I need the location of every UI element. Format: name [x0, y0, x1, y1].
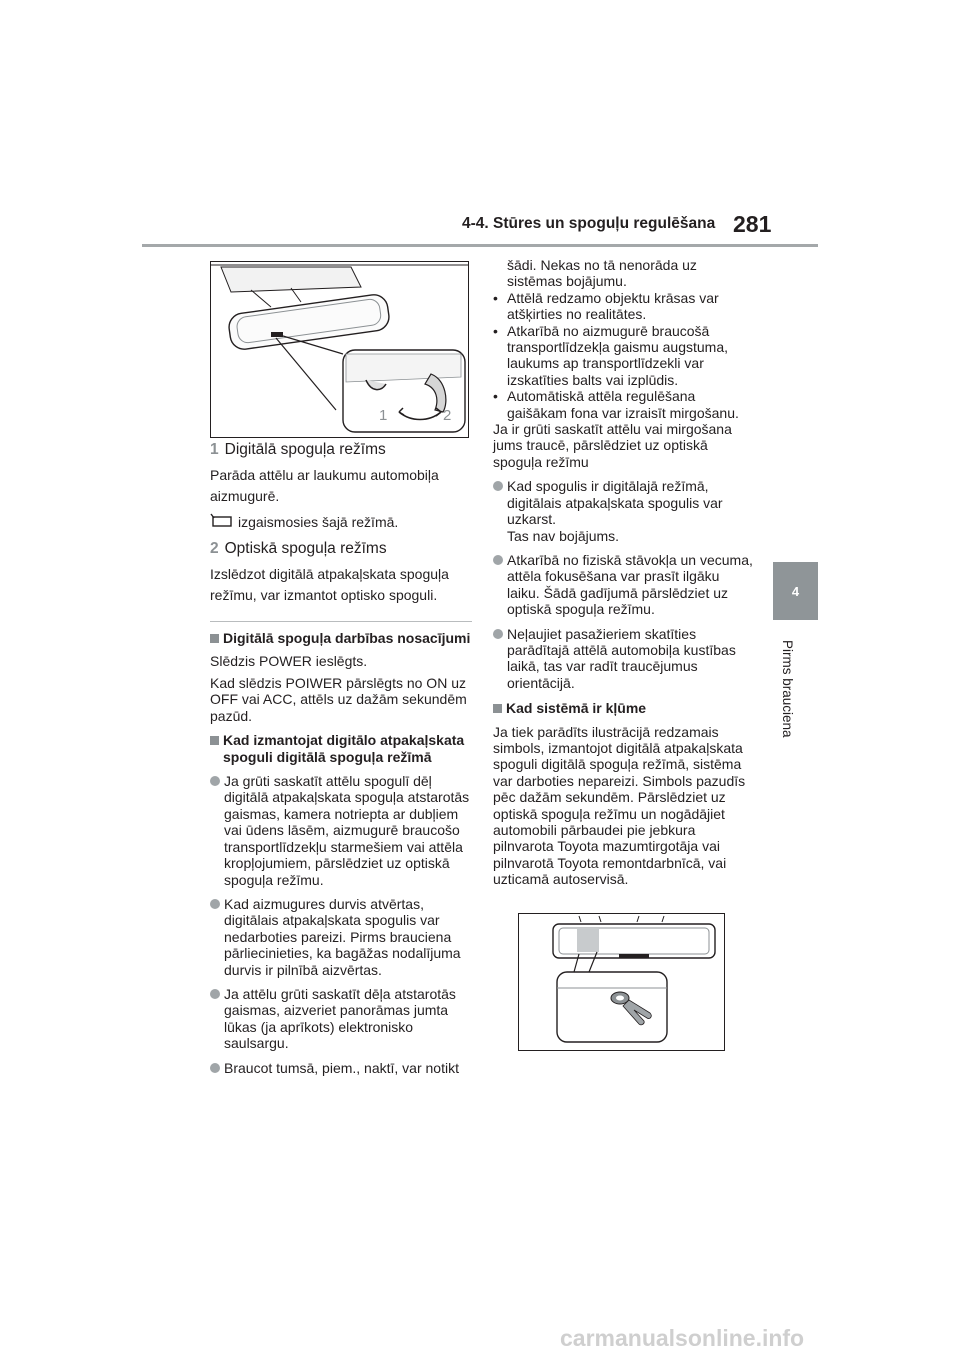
round-bullet-icon [210, 989, 220, 999]
digital-mirror-indicator-icon [210, 513, 232, 530]
dash-item-3: Automātiskā attēla regulēšana gaišākam fona var izraisīt mirgošanu. [507, 388, 739, 421]
section-3-title: Kad sistēmā ir kļūme [506, 700, 647, 717]
dash-item-1: Attēlā redzamo objektu krāsas var atšķirties no realitātes. [507, 289, 719, 323]
round-bullet-icon [210, 1063, 220, 1073]
chapter-title: Pirms brauciena [780, 640, 795, 738]
item-2-title: Optiskā spoguļa režīms [224, 539, 387, 557]
malfunction-symbol-figure [518, 913, 725, 1051]
chapter-number: 4 [791, 583, 800, 599]
separator [210, 621, 472, 622]
item-1-number: 1 [210, 441, 219, 458]
section-1-p1: Slēdzis POWER ieslēgts. [210, 652, 368, 669]
left-column [210, 442, 472, 1076]
bullet-item [210, 896, 472, 978]
header-rule [142, 244, 818, 247]
section-2-bullet-3: Ja attēlu grūti saskatīt dēļa atstarotās gaismas, aizveriet panorāmas jumta lūkas (ja aprīkots) elektronisko saulsargu. [224, 985, 456, 1052]
after-dash-text: Ja ir grūti saskatīt attēlu vai mirgošana jums traucē, pārslēdziet uz optiskā spoguļa režīmu [493, 421, 732, 470]
mirror-mode-switch-figure [210, 261, 469, 438]
label-2: 2 [443, 407, 452, 424]
right-column [493, 257, 753, 888]
right-bullet-3: Neļaujiet pasažieriem skatīties parādītajā attēlā automobiļa kustības laikā, tas var radīt traucējumus orientācijā. [507, 625, 736, 691]
item-1-icon-line [210, 513, 472, 530]
item-1-heading [210, 442, 472, 458]
dash-item [493, 388, 753, 421]
section-2-bullet-2: Kad aizmugures durvis atvērtas, digitālais atpakaļskata spogulis var nedarboties pareizi. Pirms brauciena pārliecinieties, ka bagāžas nodalījuma durvis ir pilnībā aizvērtas. [224, 895, 461, 978]
section-1-p2: Kad slēdzis POIWER pārslēgts no ON uz OFF vai ACC, attēls uz dažām sekundēm pazūd. [210, 675, 467, 724]
section-digital-mode-use [210, 732, 472, 765]
section-2-bullet-1: Ja grūti saskatīt attēlu spogulī dēļ digitālā atpakaļskata spoguļa atstarotās gaismas, kamera notriepta ar dubļiem vai ūdens lāsēm, aizmugurē braucošo transportlīdzekļu starmešiem vai attēla kropļojumiem, pārslēdziet uz optiskā spoguļa režīmu. [224, 773, 470, 888]
bullet-item [493, 478, 753, 544]
section-2-title: Kad izmantojat digitālo atpakaļskata spoguli digitālā spoguļa režīmā [223, 732, 465, 765]
item-2-text: Izslēdzot digitālā atpakaļskata spoguļa režīmu, var izmantot optisko spoguli. [210, 566, 449, 604]
section-2-bullet-4: Braucot tumsā, piem., naktī, var notikt [224, 1059, 459, 1076]
round-bullet-icon [210, 899, 220, 909]
round-bullet-icon [493, 481, 503, 491]
item-1-icon-text: izgaismosies šajā režīmā. [238, 513, 399, 530]
dash-item [493, 323, 753, 389]
bullet-item [493, 626, 753, 692]
chapter-side-label [781, 640, 809, 760]
round-bullet-icon [493, 629, 503, 639]
section-1-title: Digitālā spoguļa darbības nosacījumi [223, 630, 471, 647]
square-bullet-icon [210, 634, 219, 643]
right-bullet-1: Kad spogulis ir digitālajā režīmā, digitālais atpakaļskata spogulis var uzkarst. [507, 478, 723, 528]
section-title: 4-4. Stūres un spoguļu regulēšana [462, 215, 716, 232]
dash-item-2: Atkarībā no aizmugurē braucošā transportlīdzekļa gaismu augstuma, laukums ap transportlīdzekli var izskatīties balts vai izplūdis. [507, 322, 728, 388]
bullet-item [493, 552, 753, 618]
page-number: 281 [733, 211, 772, 237]
section-malfunction [493, 700, 753, 716]
bullet-item [210, 773, 472, 888]
watermark: carmanualsonline.info [560, 1325, 805, 1351]
section-3-text: Ja tiek parādīts ilustrācijā redzamais simbols, izmantojot digitālā atpakaļskata spoguli digitālā spoguļa režīmā, sistēma var darboties nepareizi. Simbols pazudīs pēc dažām sekundēm. Pārslēdziet uz optiskā spoguļa režīmu un nogādājiet automobili pārbaudei pie jebkura pilnvarota Toyota mazumtirgotāja vai pilnvarotā Toyota remontdarbnīcā, vai uzticamā autoservisā. [493, 723, 746, 888]
dash-item [493, 290, 753, 323]
label-1: 1 [379, 407, 388, 424]
continuation-text: šādi. Nekas no tā nenorāda uz sistēmas bojājumu. [507, 257, 697, 290]
round-bullet-icon [210, 776, 220, 786]
square-bullet-icon [493, 704, 502, 713]
right-bullet-1-extra: Tas nav bojājums. [507, 527, 620, 544]
mirror-button-illustration [519, 914, 724, 1050]
item-2-heading [210, 541, 472, 557]
mirror-illustration [211, 262, 468, 437]
round-bullet-icon [493, 555, 503, 565]
chapter-tab [773, 562, 818, 620]
item-2-number: 2 [210, 539, 219, 557]
bullet-item [210, 1060, 472, 1076]
item-1-text: Parāda attēlu ar laukumu automobiļa aizmugurē. [210, 467, 439, 505]
section-operating-conditions [210, 630, 472, 646]
item-1-title: Digitālā spoguļa režīms [224, 441, 386, 458]
square-bullet-icon [210, 736, 219, 745]
right-bullet-2: Atkarībā no fiziskā stāvokļa un vecuma, attēla fokusēšana var prasīt ilgāku laiku. Šādā gadījumā pārslēdziet uz optiskā spoguļa režīmu. [507, 551, 753, 618]
bullet-item [210, 986, 472, 1052]
